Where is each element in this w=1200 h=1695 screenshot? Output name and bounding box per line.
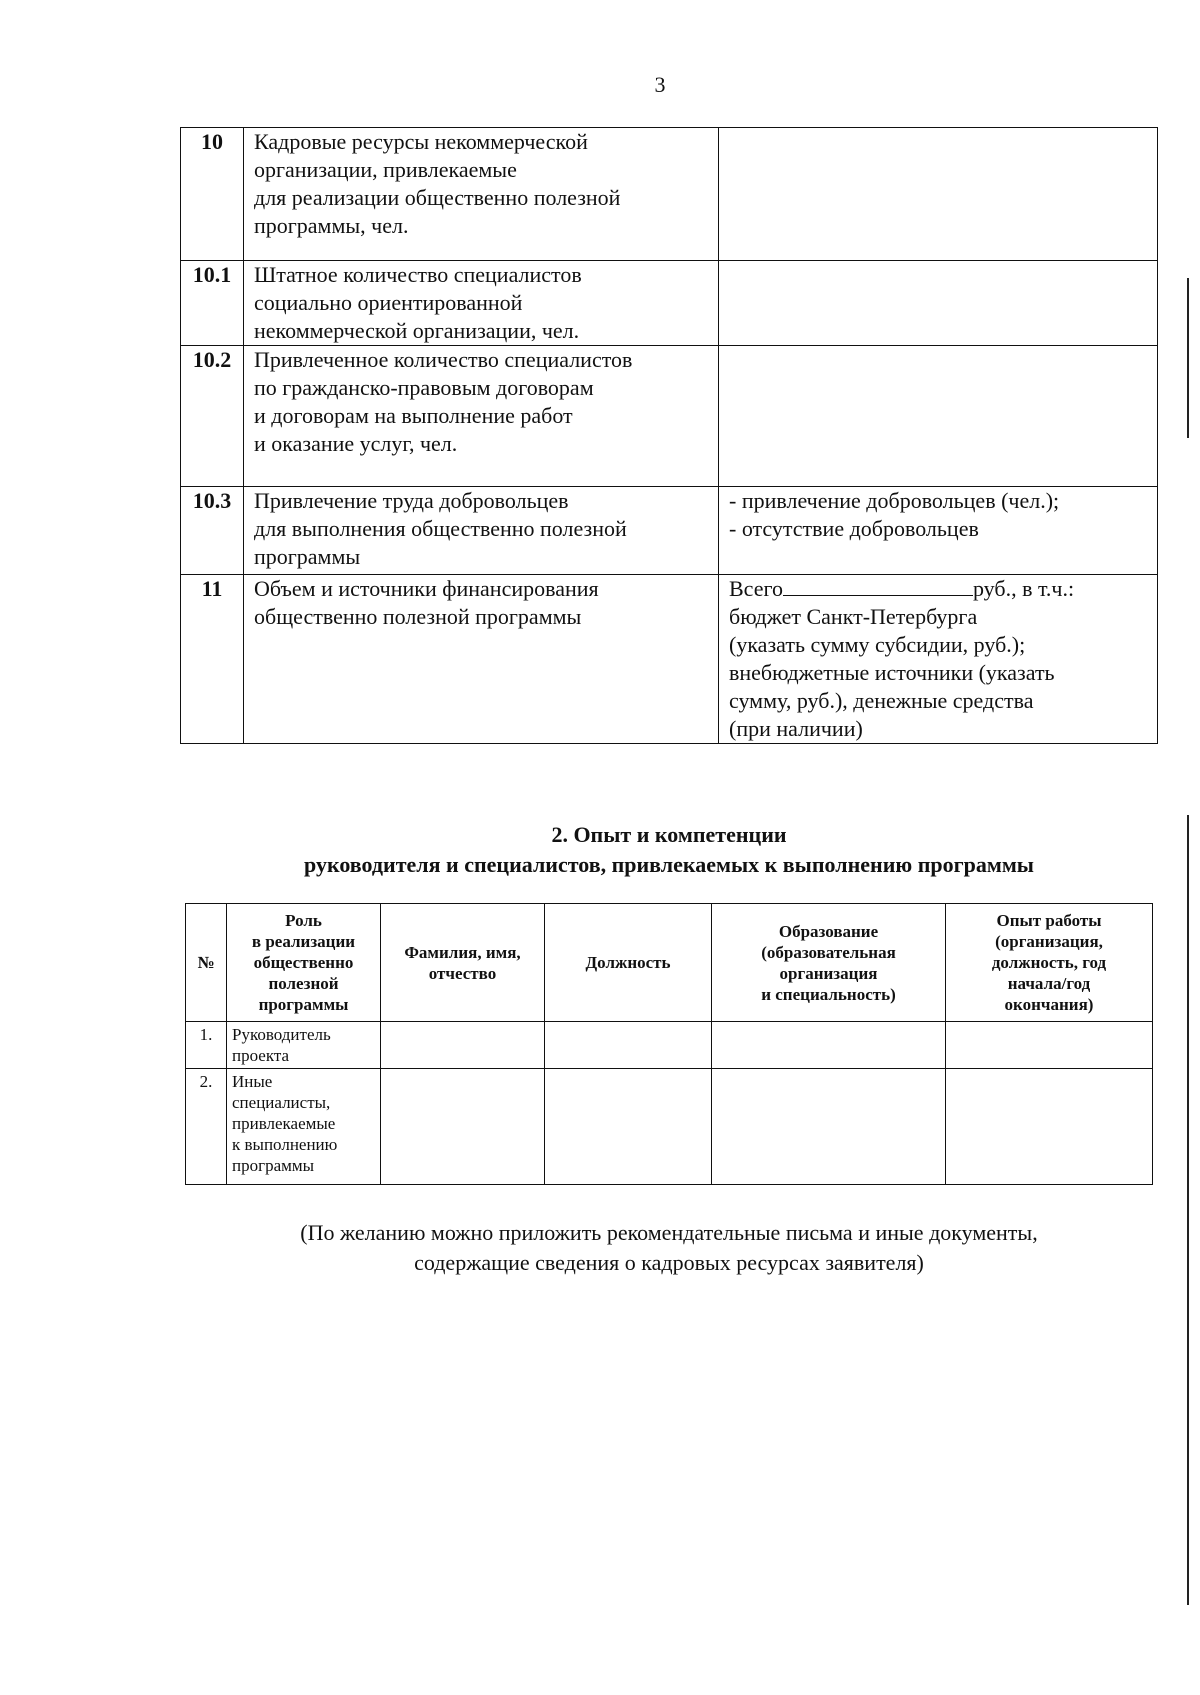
total-amount-blank	[783, 575, 973, 596]
desc-line: Штатное количество специалистов	[254, 262, 582, 287]
section-title	[180, 820, 1158, 880]
desc-line: Объем и источники финансирования	[254, 576, 599, 601]
row-position	[545, 1069, 712, 1185]
row-number: 2.	[186, 1069, 227, 1185]
program-resources-table	[180, 127, 1158, 744]
note-line: содержащие сведения о кадровых ресурсах заявителя)	[414, 1250, 924, 1275]
header-line: полезной	[268, 974, 339, 993]
row-position	[545, 1022, 712, 1069]
desc-line: программы	[254, 544, 361, 569]
table-row	[181, 575, 1158, 744]
role-line: специалисты,	[232, 1093, 331, 1112]
table-row	[186, 1022, 1153, 1069]
table-row	[181, 261, 1158, 346]
header-line: в реализации	[251, 932, 356, 951]
row-name	[381, 1022, 545, 1069]
desc-line: и оказание услуг, чел.	[254, 431, 458, 456]
header-line: должность, год	[991, 953, 1107, 972]
desc-line: организации, привлекаемые	[254, 157, 517, 182]
header-position: Должность	[545, 904, 712, 1022]
value-line: (при наличии)	[729, 716, 863, 741]
role-line: Руководитель	[232, 1025, 331, 1044]
attachment-note	[180, 1218, 1158, 1278]
value-line: сумму, руб.), денежные средства	[729, 688, 1034, 713]
row-number: 10.2	[181, 346, 244, 487]
header-line: Опыт работы	[996, 911, 1102, 930]
header-line: (организация,	[995, 932, 1103, 951]
row-description	[244, 575, 719, 744]
header-row	[186, 904, 1153, 1022]
row-role	[227, 1022, 381, 1069]
value-line: - отсутствие добровольцев	[729, 516, 979, 541]
value-line: - привлечение добровольцев (чел.);	[729, 488, 1060, 513]
header-line: начала/год	[1007, 974, 1091, 993]
row-description	[244, 128, 719, 261]
role-line: программы	[232, 1156, 315, 1175]
role-line: привлекаемые	[232, 1114, 336, 1133]
desc-line: общественно полезной программы	[254, 604, 582, 629]
staff-competence-table	[185, 903, 1153, 1185]
header-role	[227, 904, 381, 1022]
header-line: Роль	[285, 911, 322, 930]
role-line: Иные	[232, 1072, 273, 1091]
header-line: Образование	[778, 921, 879, 941]
total-suffix: руб., в т.ч.:	[972, 576, 1075, 601]
desc-line: для реализации общественно полезной	[254, 185, 621, 210]
scan-edge-mark	[1187, 815, 1189, 1605]
row-number: 10	[181, 128, 244, 261]
row-role	[227, 1069, 381, 1185]
desc-line: некоммерческой организации, чел.	[254, 318, 580, 343]
row-number: 1.	[186, 1022, 227, 1069]
role-line: проекта	[232, 1046, 290, 1065]
scan-edge-mark	[1187, 278, 1189, 438]
header-line: программы	[258, 995, 349, 1014]
row-number: 10.1	[181, 261, 244, 346]
desc-line: программы, чел.	[254, 213, 409, 238]
row-experience	[946, 1069, 1153, 1185]
header-line: и специальность)	[761, 984, 896, 1004]
row-value	[719, 487, 1158, 575]
header-name	[381, 904, 545, 1022]
desc-line: Привлечение труда добровольцев	[254, 488, 569, 513]
row-value	[719, 261, 1158, 346]
value-line: бюджет Санкт-Петербурга	[729, 604, 978, 629]
section-title-line: 2. Опыт и компетенции	[551, 822, 787, 847]
total-line	[729, 575, 1157, 603]
row-value	[719, 346, 1158, 487]
row-education	[712, 1069, 946, 1185]
table-row	[181, 128, 1158, 261]
header-num: №	[186, 904, 227, 1022]
row-education	[712, 1022, 946, 1069]
header-education	[712, 904, 946, 1022]
desc-line: по гражданско-правовым договорам	[254, 375, 594, 400]
section-title-line: руководителя и специалистов, привлекаемых к выполнению программы	[304, 852, 1034, 877]
header-line: отчество	[428, 963, 497, 983]
row-description	[244, 346, 719, 487]
row-number: 11	[181, 575, 244, 744]
table-row	[181, 487, 1158, 575]
note-line: (По желанию можно приложить рекомендательные письма и иные документы,	[300, 1220, 1038, 1245]
desc-line: и договорам на выполнение работ	[254, 403, 573, 428]
desc-line: Кадровые ресурсы некоммерческой	[254, 129, 588, 154]
desc-line: социально ориентированной	[254, 290, 523, 315]
header-line: общественно	[253, 953, 354, 972]
header-experience	[946, 904, 1153, 1022]
row-description	[244, 487, 719, 575]
table-row	[186, 1069, 1153, 1185]
value-line: внебюджетные источники (указать	[729, 660, 1055, 685]
page-number: 3	[654, 72, 666, 97]
header-line: окончания)	[1004, 995, 1094, 1014]
desc-line: для выполнения общественно полезной	[254, 516, 627, 541]
header-line: организация	[779, 963, 878, 983]
total-prefix: Всего	[729, 576, 783, 601]
row-value	[719, 575, 1158, 744]
header-line: (образовательная	[761, 942, 896, 962]
row-name	[381, 1069, 545, 1185]
header-line: Фамилия, имя,	[404, 942, 521, 962]
role-line: к выполнению	[232, 1135, 338, 1154]
row-value	[719, 128, 1158, 261]
row-number: 10.3	[181, 487, 244, 575]
row-description	[244, 261, 719, 346]
table-row	[181, 346, 1158, 487]
row-experience	[946, 1022, 1153, 1069]
value-line: (указать сумму субсидии, руб.);	[729, 632, 1026, 657]
desc-line: Привлеченное количество специалистов	[254, 347, 633, 372]
